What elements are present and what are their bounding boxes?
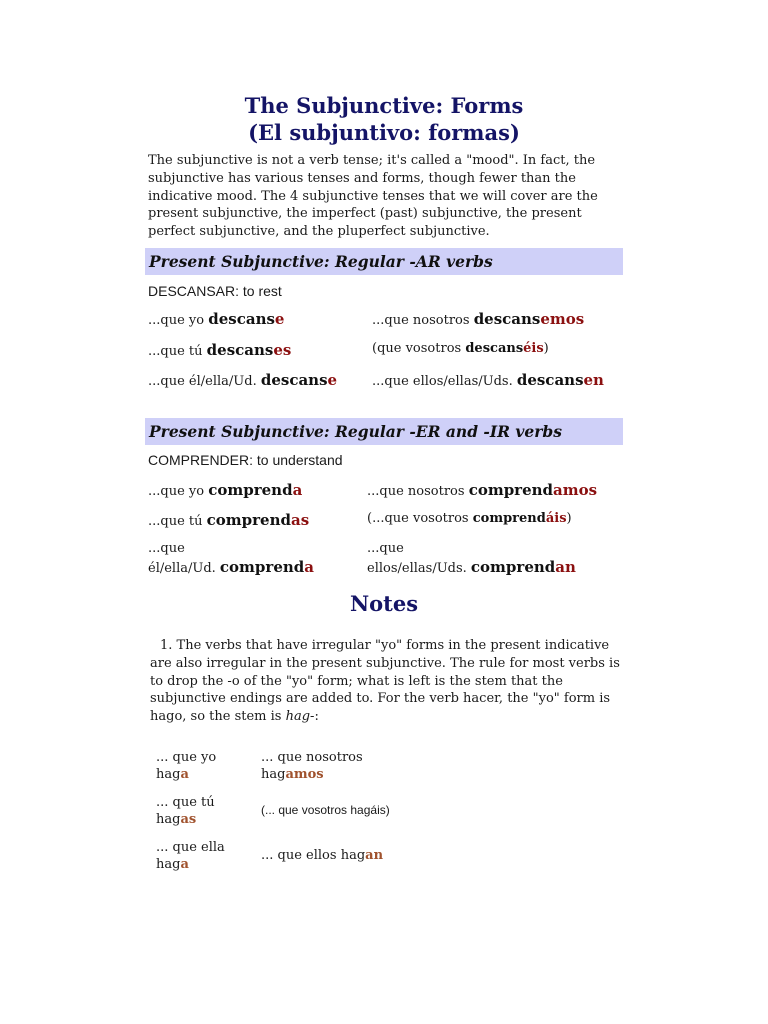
hacer-cell: ... que ellos hagan: [261, 848, 384, 863]
hacer-cell: ... que yo haga: [156, 750, 217, 782]
conjugation-cell: ...que yo descanse: [148, 310, 285, 328]
section-heading-ar: Present Subjunctive: Regular -AR verbs: [145, 248, 623, 275]
hacer-cell: ... que tú hagas: [156, 795, 215, 827]
verb-definition-descansar: DESCANSAR: to rest: [148, 283, 282, 299]
title-line-2: (El subjuntivo: formas): [248, 120, 520, 145]
conjugation-cell: ...que tú comprendas: [148, 511, 310, 529]
title-line-1: The Subjunctive: Forms: [244, 93, 524, 118]
note-paragraph-1: 1. The verbs that have irregular "yo" forms in the present indicative are also irregular in the present subjunctive. The rule for most verbs is to drop the -o of the "yo" form; what is left is the stem that the subjunctive endings are added to. For the verb hacer, the "yo" form is hago, so the stem is hag-:: [150, 638, 620, 725]
stem-hag: hag-: [285, 709, 315, 725]
conjugation-cell: ...que él/ella/Ud. comprenda: [148, 541, 314, 576]
hacer-cell: ... que ella haga: [156, 840, 225, 872]
hacer-cell: ... que nosotros hagamos: [261, 750, 363, 782]
conjugation-cell: ...que ellos/ellas/Uds. descansen: [372, 371, 604, 389]
conjugation-cell: (que vosotros descanséis): [372, 341, 549, 356]
conjugation-cell: ...que tú descanses: [148, 341, 292, 359]
intro-paragraph: The subjunctive is not a verb tense; it's called a "mood". In fact, the subjunctive has various tenses and forms, though fewer than the indicative mood. The 4 subjunctive tenses that we will cover are the present subjunctive, the imperfect (past) subjunctive, the present perfect subjunctive, and the pluperfect subjunctive.: [148, 153, 598, 240]
conjugation-cell: ...que ellos/ellas/Uds. comprendan: [367, 541, 576, 576]
hacer-cell: (... que vosotros hagáis): [261, 803, 390, 817]
conjugation-cell: (...que vosotros comprendáis): [367, 511, 572, 526]
section-heading-er-ir: Present Subjunctive: Regular -ER and -IR verbs: [145, 418, 623, 445]
notes-heading: Notes: [349, 591, 419, 616]
page-title: [0, 92, 768, 146]
conjugation-cell: ...que nosotros descansemos: [372, 310, 585, 328]
verb-definition-comprender: COMPRENDER: to understand: [148, 452, 343, 468]
conjugation-cell: ...que nosotros comprendamos: [367, 481, 598, 499]
conjugation-cell: ...que él/ella/Ud. descanse: [148, 371, 338, 389]
conjugation-cell: ...que yo comprenda: [148, 481, 303, 499]
